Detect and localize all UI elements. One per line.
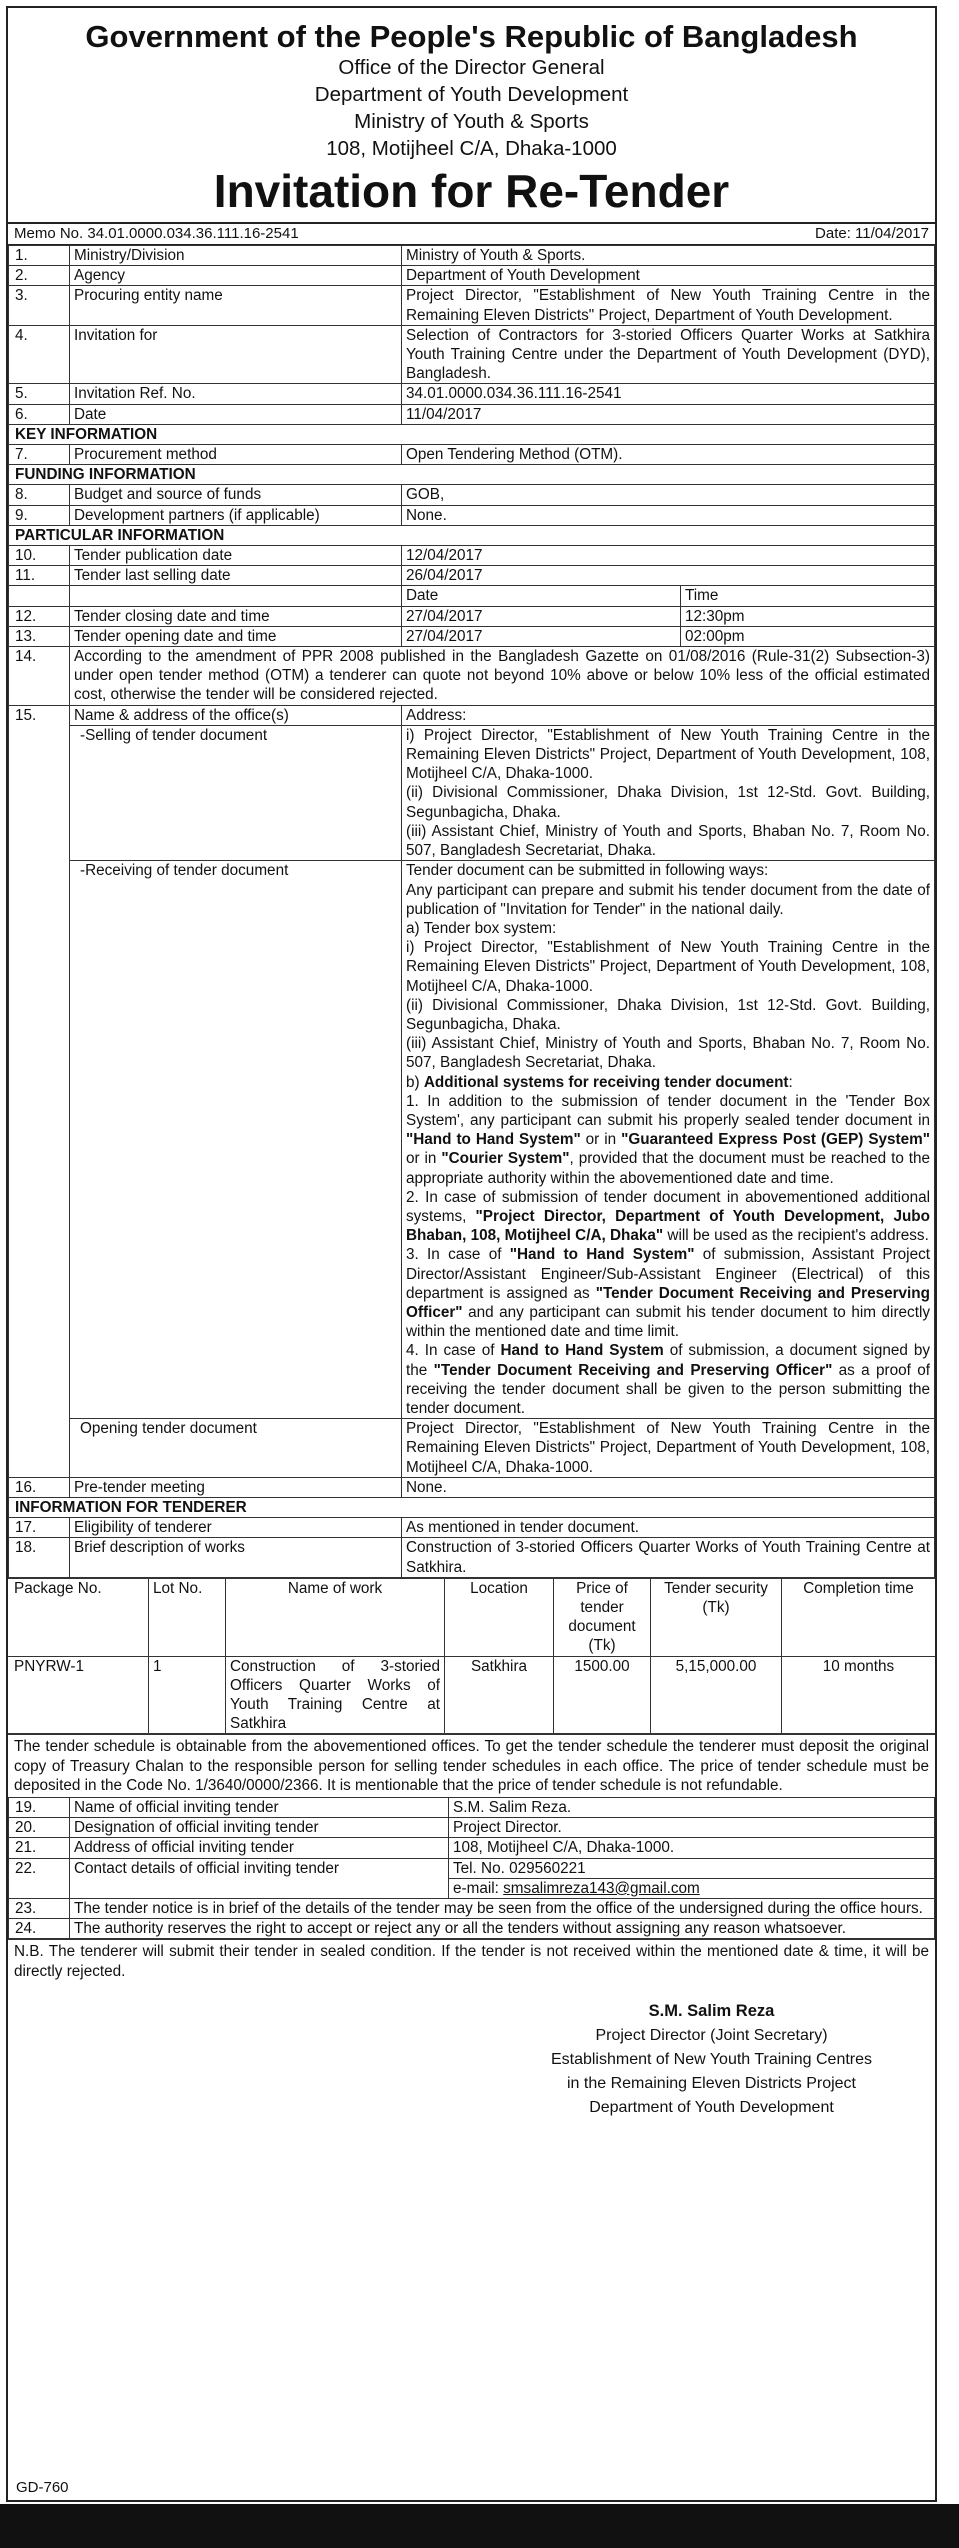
row-label: Name of official inviting tender	[70, 1798, 449, 1818]
table-row	[9, 505, 935, 525]
additional-paragraph-2: 2. In case of submission of tender document in abovementioned additional systems, "Project Director, Department of Youth Development, Jubo Bhaban, 108, Motijheel C/A, Dhaka" will be used as the recipient's address.	[406, 1188, 930, 1245]
closing-time: 12:30pm	[681, 606, 935, 626]
table-row	[9, 325, 935, 384]
row-label: Invitation Ref. No.	[70, 384, 402, 404]
row-label: Development partners (if applicable)	[70, 505, 402, 525]
signatory-line: Department of Youth Development	[589, 2098, 834, 2116]
closing-date: 27/04/2017	[402, 606, 681, 626]
column-header: Name of work	[226, 1578, 445, 1656]
contact-phone: Tel. No. 029560221	[449, 1858, 935, 1878]
contact-email: e-mail: smsalimreza143@gmail.com	[449, 1878, 935, 1898]
row-number: 17.	[9, 1518, 70, 1538]
address-item: (iii) Assistant Chief, Ministry of Youth and Sports, Bhaban No. 7, Room No. 507, Bangladesh Secretariat, Dhaka.	[406, 822, 930, 860]
column-header: Lot No.	[149, 1578, 226, 1656]
table-row	[9, 246, 935, 266]
row-number: 1.	[9, 246, 70, 266]
signatory-line: Establishment of New Youth Training Centres	[550, 2050, 873, 2068]
official-table	[8, 1797, 935, 1939]
opening-address: Project Director, "Establishment of New Youth Training Centre in the Remaining Eleven Districts" Project, Department of Youth Development, 108, Motijheel C/A, Dhaka-1000.	[402, 1419, 935, 1478]
row-number: 4.	[9, 325, 70, 384]
table-row	[9, 1419, 935, 1478]
signatory-line: Project Director (Joint Secretary)	[595, 2026, 828, 2044]
row-label: Address of official inviting tender	[70, 1838, 449, 1858]
row-number: 13.	[9, 626, 70, 646]
table-row	[9, 647, 935, 706]
government-title: Government of the People's Republic of Bangladesh	[85, 19, 858, 54]
row-label: Invitation for	[70, 325, 402, 384]
table-row	[9, 1919, 935, 1939]
section-row	[9, 1498, 935, 1518]
table-row	[9, 861, 935, 1419]
row-value: None.	[402, 505, 935, 525]
letterhead	[8, 8, 935, 218]
table-row	[9, 1818, 935, 1838]
tender-security: 5,15,000.00	[651, 1656, 782, 1734]
selling-addresses	[402, 725, 935, 860]
additional-paragraph-4: 4. In case of Hand to Hand System of submission, a document signed by the "Tender Document Receiving and Preserving Officer" as a proof of receiving the tender document shall be given to the person submitting the tender document.	[406, 1342, 930, 1417]
memo-line	[8, 222, 935, 245]
package-number: PNYRW-1	[8, 1656, 149, 1734]
package-data-row	[8, 1656, 935, 1734]
row-value: Ministry of Youth & Sports.	[402, 246, 935, 266]
row-label: Name & address of the office(s)	[70, 705, 402, 725]
table-row	[9, 404, 935, 424]
row-value: 11/04/2017	[402, 404, 935, 424]
opening-label: Opening tender document	[70, 1419, 402, 1478]
package-table	[8, 1578, 935, 1735]
row-number: 11.	[9, 566, 70, 586]
signature-block	[488, 1983, 935, 2120]
row-number: 10.	[9, 546, 70, 566]
table-row	[9, 485, 935, 505]
row-label: Budget and source of funds	[70, 485, 402, 505]
work-location: Satkhira	[445, 1656, 554, 1734]
row-value: Project Director.	[449, 1818, 935, 1838]
row-label: Procuring entity name	[70, 286, 402, 325]
table-row	[9, 1538, 935, 1577]
section-heading-funding: FUNDING INFORMATION	[9, 465, 935, 485]
row-label: Brief description of works	[70, 1538, 402, 1577]
table-row	[9, 626, 935, 646]
page-title: Invitation for Re-Tender	[213, 165, 730, 217]
column-header: Location	[445, 1578, 554, 1656]
row-label: Ministry/Division	[70, 246, 402, 266]
table-row	[9, 1518, 935, 1538]
row-value: S.M. Salim Reza.	[449, 1798, 935, 1818]
row-label: Pre-tender meeting	[70, 1477, 402, 1497]
additional-heading: b) Additional systems for receiving tender document:	[406, 1073, 793, 1091]
email-link[interactable]: smsalimreza143@gmail.com	[503, 1879, 700, 1897]
gd-code: GD-760	[16, 2479, 69, 2496]
section-row	[9, 424, 935, 444]
work-name: Construction of 3-storied Officers Quarter Works of Youth Training Centre at Satkhira	[226, 1656, 445, 1734]
address-item: i) Project Director, "Establishment of New Youth Training Centre in the Remaining Eleven Districts" Project, Department of Youth Development, 108, Motijheel C/A, Dhaka-1000.	[406, 939, 930, 995]
row-label: Tender opening date and time	[70, 626, 402, 646]
table-row	[9, 1899, 935, 1919]
office-name: Office of the Director General	[338, 56, 605, 79]
table-row	[9, 566, 935, 586]
row-value: Selection of Contractors for 3-storied Officers Quarter Works at Satkhira Youth Training Centre under the Department of Youth Development (DYD), Bangladesh.	[402, 325, 935, 384]
row-number: 20.	[9, 1818, 70, 1838]
table-row	[9, 445, 935, 465]
row-number: 16.	[9, 1477, 70, 1497]
row-value: Construction of 3-storied Officers Quarter Works of Youth Training Centre at Satkhira.	[402, 1538, 935, 1577]
row-value: As mentioned in tender document.	[402, 1518, 935, 1538]
opening-date: 27/04/2017	[402, 626, 681, 646]
row-label: Procurement method	[70, 445, 402, 465]
row-number: 8.	[9, 485, 70, 505]
info-table	[8, 245, 935, 1578]
row-number: 14.	[9, 647, 70, 706]
row-number: 12.	[9, 606, 70, 626]
row-number: 22.	[9, 1858, 70, 1898]
row-value: None.	[402, 1477, 935, 1497]
receiving-details	[402, 861, 935, 1419]
nb-note: N.B. The tenderer will submit their tender in sealed condition. If the tender is not received within the mentioned date & time, it will be directly rejected.	[8, 1939, 935, 1982]
row-number: 2.	[9, 266, 70, 286]
row-value: 26/04/2017	[402, 566, 935, 586]
row-label: Eligibility of tenderer	[70, 1518, 402, 1538]
row-label: Date	[70, 404, 402, 424]
table-row	[9, 384, 935, 404]
package-header-row	[8, 1578, 935, 1656]
ppr-amendment-text: According to the amendment of PPR 2008 published in the Bangladesh Gazette on 01/08/2016 (Rule-31(2) Subsection-3) under open tender method (OTM) a tenderer can quote not beyond 10% above or below 10% less of the official estimated cost, otherwise the tender will be considered rejected.	[70, 647, 935, 706]
address-heading: Address:	[402, 705, 935, 725]
table-row	[9, 1477, 935, 1497]
additional-paragraph-1: 1. In addition to the submission of tender document in the 'Tender Box System', any participant can submit his properly sealed tender document in "Hand to Hand System" or in "Guaranteed Express Post (GEP) System" or in "Courier System", provided that the document must be reached to the appropriate authority within the abovementioned date and time.	[406, 1092, 930, 1187]
row-number: 19.	[9, 1798, 70, 1818]
row-value: Department of Youth Development	[402, 266, 935, 286]
section-heading-particular: PARTICULAR INFORMATION	[9, 525, 935, 545]
completion-time: 10 months	[782, 1656, 936, 1734]
row-label: Tender last selling date	[70, 566, 402, 586]
row-value: 34.01.0000.034.36.111.16-2541	[402, 384, 935, 404]
row-number: 21.	[9, 1838, 70, 1858]
selling-label: -Selling of tender document	[70, 725, 402, 860]
row-number: 9.	[9, 505, 70, 525]
memo-date: Date: 11/04/2017	[815, 225, 929, 242]
table-row	[9, 606, 935, 626]
receiving-intro: Tender document can be submitted in following ways:	[406, 862, 769, 880]
row-label: Contact details of official inviting tender	[70, 1858, 449, 1898]
office-address: 108, Motijheel C/A, Dhaka-1000	[326, 137, 617, 160]
column-header: Package No.	[8, 1578, 149, 1656]
row-value: 12/04/2017	[402, 546, 935, 566]
address-item: (ii) Divisional Commissioner, Dhaka Division, 1st 12-Std. Govt. Building, Segunbagicha, Dhaka.	[406, 784, 930, 821]
table-row	[9, 546, 935, 566]
office-hours-note: The tender notice is in brief of the details of the tender may be seen from the office of the undersigned during the office hours.	[70, 1899, 935, 1919]
tender-notice	[6, 6, 937, 2502]
row-number: 3.	[9, 286, 70, 325]
receiving-label: -Receiving of tender document	[70, 861, 402, 1419]
date-column-head: Date	[402, 586, 681, 606]
document-price: 1500.00	[554, 1656, 651, 1734]
row-label: Designation of official inviting tender	[70, 1818, 449, 1838]
row-number: 18.	[9, 1538, 70, 1577]
opening-time: 02:00pm	[681, 626, 935, 646]
column-header: Completion time	[782, 1578, 936, 1656]
table-row	[9, 266, 935, 286]
table-row	[9, 1798, 935, 1818]
row-label: Tender publication date	[70, 546, 402, 566]
column-header: Tender security (Tk)	[651, 1578, 782, 1656]
authority-note: The authority reserves the right to accept or reject any or all the tenders without assigning any reason whatsoever.	[70, 1919, 935, 1939]
row-value: Project Director, "Establishment of New Youth Training Centre in the Remaining Eleven Districts" Project, Department of Youth Development.	[402, 286, 935, 325]
table-row	[9, 705, 935, 725]
row-label: Agency	[70, 266, 402, 286]
row-label: Tender closing date and time	[70, 606, 402, 626]
row-number: 6.	[9, 404, 70, 424]
section-row	[9, 465, 935, 485]
row-number: 24.	[9, 1919, 70, 1939]
signatory-name: S.M. Salim Reza	[648, 2001, 775, 2020]
row-number: 15.	[9, 705, 70, 1477]
schedule-note: The tender schedule is obtainable from the abovementioned offices. To get the tender schedule the tenderer must deposit the original copy of Treasury Chalan to the responsible person for selling tender schedules in each office. The price of tender schedule must be deposited in the Code No. 1/3640/0000/2366. It is mentionable that the price of tender schedule is not refundable.	[8, 1734, 935, 1797]
table-row	[9, 725, 935, 860]
box-heading: a) Tender box system:	[406, 919, 557, 937]
row-number: 7.	[9, 445, 70, 465]
table-row	[9, 1838, 935, 1858]
column-header: Price of tender document (Tk)	[554, 1578, 651, 1656]
signatory-line: in the Remaining Eleven Districts Project	[566, 2074, 856, 2092]
department-name: Department of Youth Development	[314, 83, 629, 106]
memo-number: Memo No. 34.01.0000.034.36.111.16-2541	[14, 225, 299, 242]
time-column-head: Time	[681, 586, 935, 606]
row-value: Open Tendering Method (OTM).	[402, 445, 935, 465]
ministry-name: Ministry of Youth & Sports	[354, 110, 589, 133]
address-item: (ii) Divisional Commissioner, Dhaka Division, 1st 12-Std. Govt. Building, Segunbagicha, Dhaka.	[406, 996, 930, 1033]
row-number: 5.	[9, 384, 70, 404]
bottom-bar	[0, 2504, 959, 2548]
datetime-header-row	[9, 586, 935, 606]
section-heading-key: KEY INFORMATION	[9, 424, 935, 444]
address-item: i) Project Director, "Establishment of New Youth Training Centre in the Remaining Eleven Districts" Project, Department of Youth Development, 108, Motijheel C/A, Dhaka-1000.	[406, 726, 930, 783]
section-heading-tenderer: INFORMATION FOR TENDERER	[9, 1498, 935, 1518]
additional-paragraph-3: 3. In case of "Hand to Hand System" of submission, Assistant Project Director/Assistant Engineer/Sub-Assistant Engineer (Electrical) of this department is assigned as "Tender Document Receiving and Preserving Officer" and any participant can submit his tender document to him directly within the mentioned date and time limit.	[406, 1246, 930, 1341]
address-item: (iii) Assistant Chief, Ministry of Youth and Sports, Bhaban No. 7, Room No. 507, Bangladesh Secretariat, Dhaka.	[406, 1035, 930, 1072]
table-row	[9, 1858, 935, 1878]
section-row	[9, 525, 935, 545]
table-row	[9, 286, 935, 325]
row-value: 108, Motijheel C/A, Dhaka-1000.	[449, 1838, 935, 1858]
receiving-any: Any participant can prepare and submit his tender document from the date of publication of "Invitation for Tender" in the national daily.	[406, 881, 930, 918]
row-number: 23.	[9, 1899, 70, 1919]
lot-number: 1	[149, 1656, 226, 1734]
row-value: GOB,	[402, 485, 935, 505]
